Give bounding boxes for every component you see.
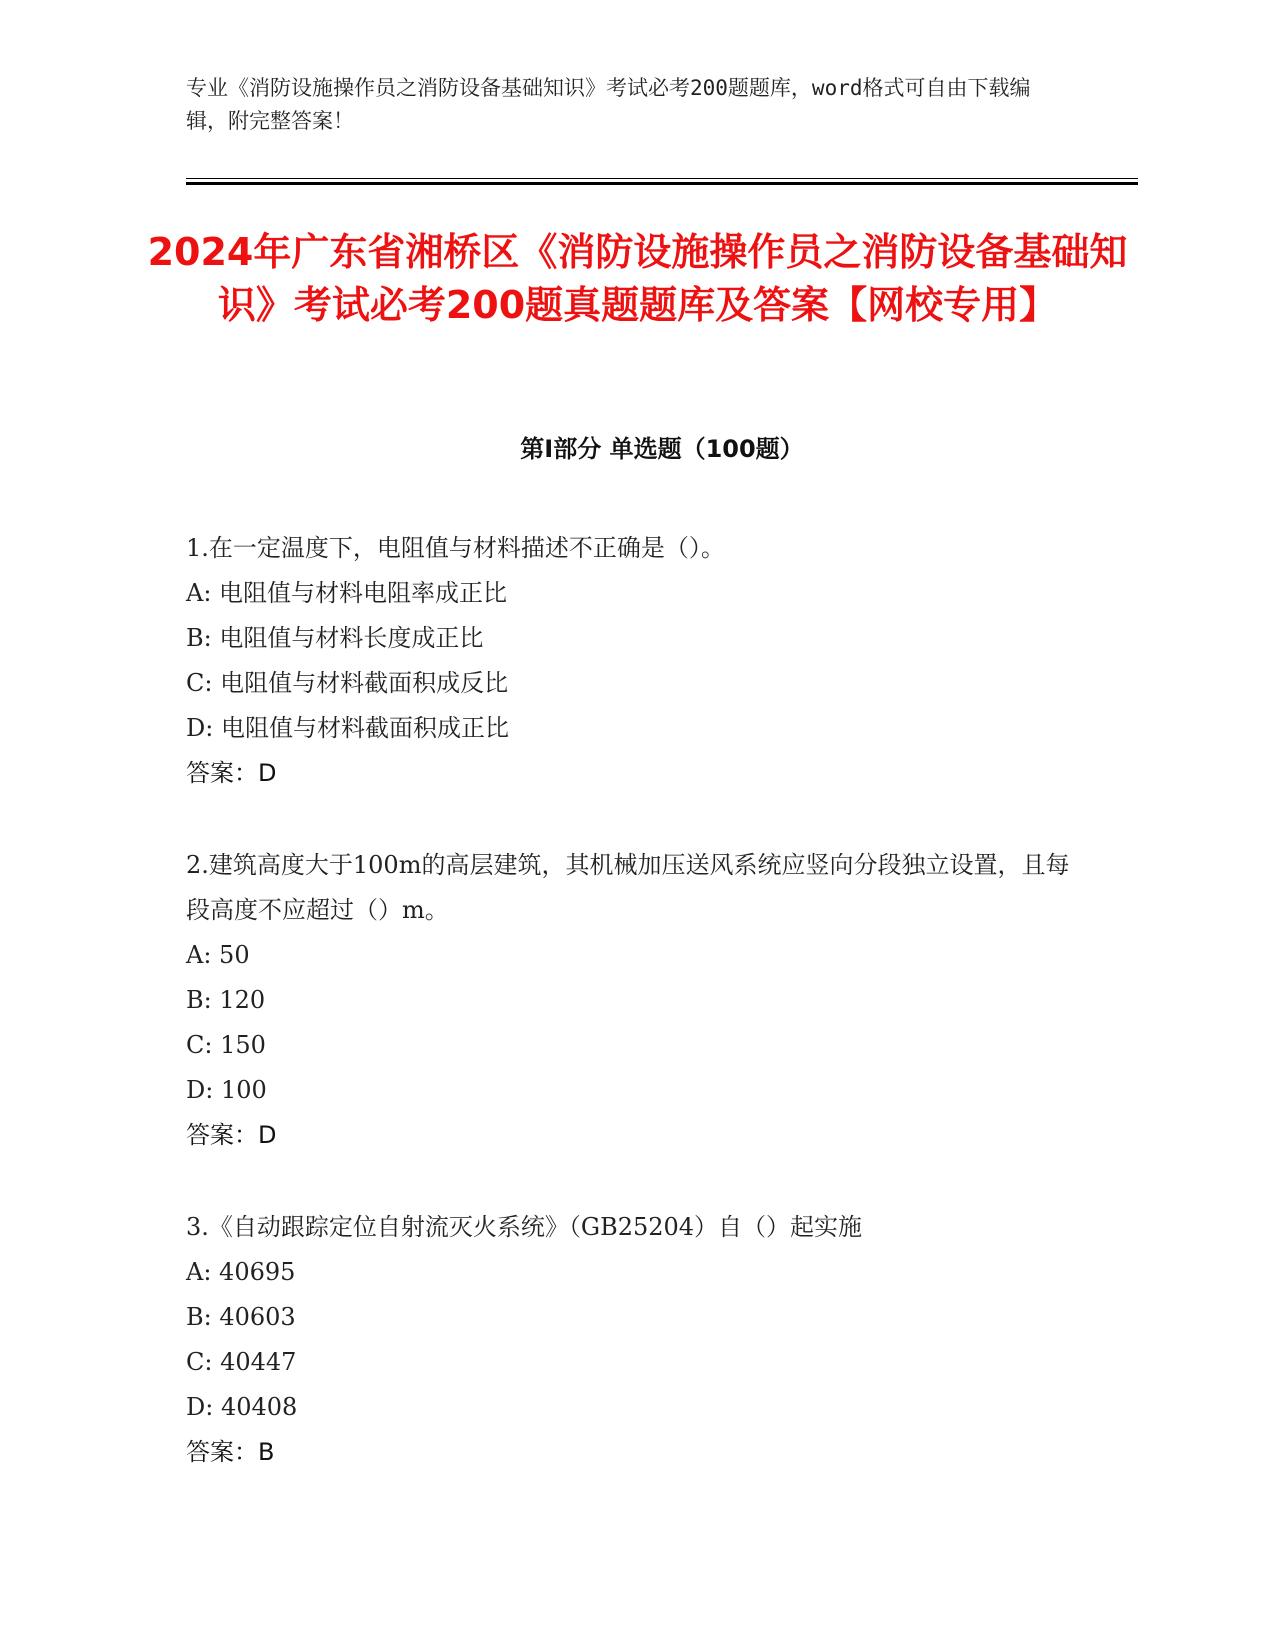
- document-title: 2024年广东省湘桥区《消防设施操作员之消防设备基础知识》考试必考200题真题题库及答案【网校专用】: [147, 230, 1128, 327]
- section-title: 第I部分 单选题（100题）: [520, 435, 804, 463]
- option-c: C: 电阻值与材料截面积成反比: [186, 669, 509, 697]
- answer: 答案：D: [186, 759, 277, 787]
- option-a: A: 50: [186, 941, 250, 969]
- option-b: B: 40603: [186, 1303, 296, 1331]
- answer: 答案：D: [186, 1121, 277, 1149]
- option-d: D: 40408: [186, 1393, 298, 1421]
- option-b: B: 120: [186, 986, 266, 1014]
- question-stem: 2.建筑高度大于100m的高层建筑，其机械加压送风系统应竖向分段独立设置，且每段高度不应超过（）m。: [186, 851, 1070, 924]
- question-1: [186, 526, 1086, 796]
- option-a: A: 40695: [186, 1258, 296, 1286]
- question-3: [186, 1205, 1086, 1475]
- header-divider-thin: [186, 178, 1138, 179]
- answer: 答案：B: [186, 1438, 275, 1466]
- option-a: A: 电阻值与材料电阻率成正比: [186, 579, 508, 607]
- option-d: D: 100: [186, 1076, 267, 1104]
- question-stem: 1.在一定温度下，电阻值与材料描述不正确是（）。: [186, 534, 725, 562]
- question-stem: 3.《自动跟踪定位自射流灭火系统》（GB25204）自（）起实施: [186, 1213, 863, 1241]
- option-c: C: 40447: [186, 1348, 297, 1376]
- option-d: D: 电阻值与材料截面积成正比: [186, 714, 509, 742]
- question-2: [186, 843, 1086, 1158]
- option-b: B: 电阻值与材料长度成正比: [186, 624, 484, 652]
- header-note: 专业《消防设施操作员之消防设备基础知识》考试必考200题题库，word格式可自由下载编辑，附完整答案！: [186, 76, 1031, 133]
- question-list: [186, 526, 1086, 1522]
- option-c: C: 150: [186, 1031, 266, 1059]
- header-divider-thick: [186, 182, 1138, 185]
